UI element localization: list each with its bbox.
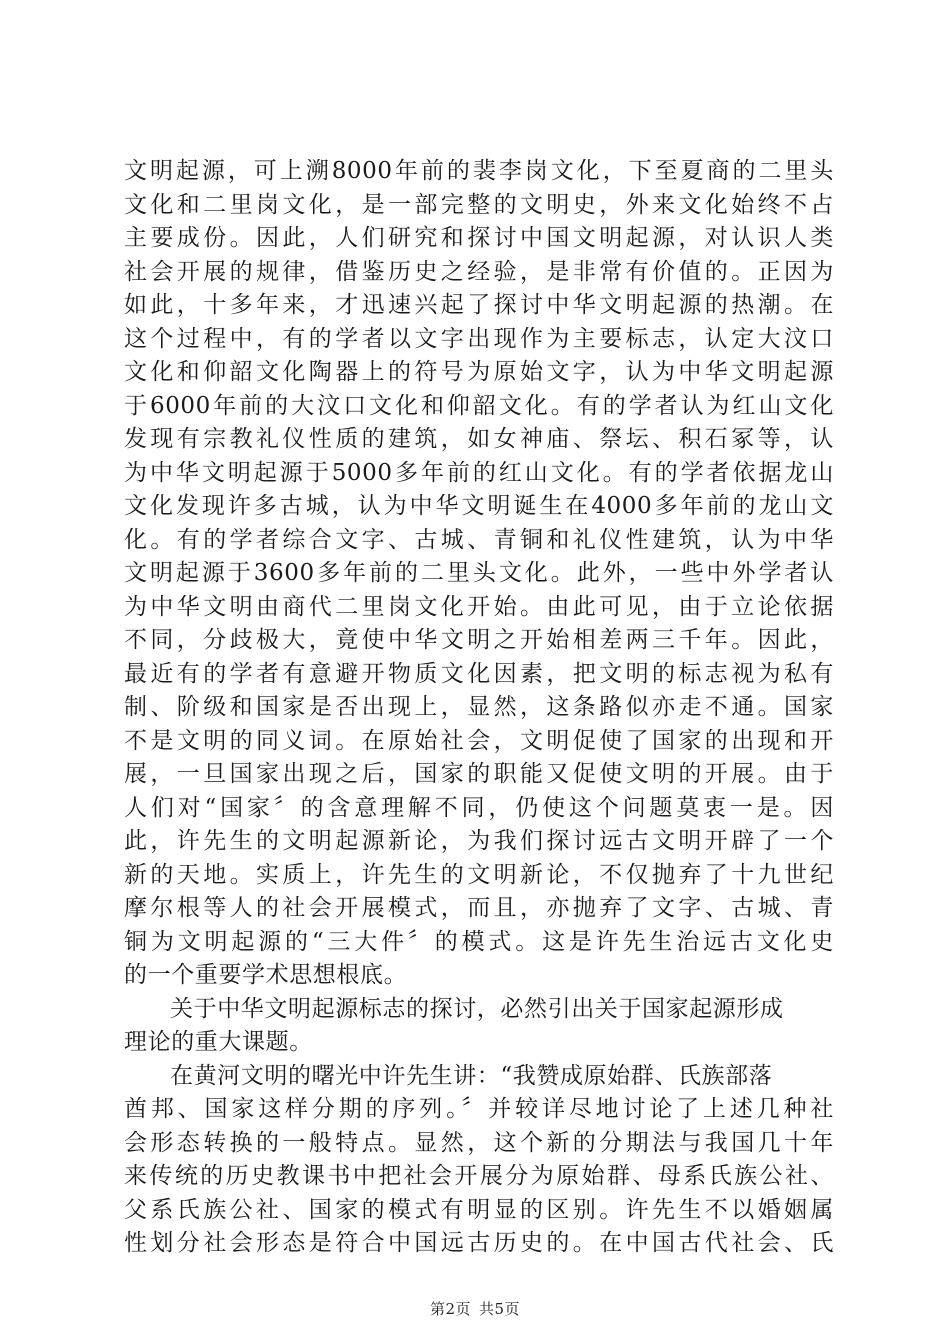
text-line: 文明起源于3600多年前的二里头文化。此外，一些中外学者认 — [124, 560, 834, 586]
text-line: 关于中华文明起源标志的探讨，必然引出关于国家起源形成 — [170, 995, 784, 1022]
text-line: 如此，十多年来，才迅速兴起了探讨中华文明起源的热潮。在 — [124, 292, 834, 318]
text-line: 新的天地。实质上，许先生的文明新论，不仅抛弃了十九世纪 — [124, 861, 834, 888]
text-line: 化。有的学者综合文字、古城、青铜和礼仪性建筑，认为中华 — [124, 526, 834, 553]
text-line: 社会开展的规律，借鉴历史之经验，是非常有价值的。正因为 — [124, 258, 834, 285]
text-line: 会形态转换的一般特点。显然，这个新的分期法与我国几十年 — [124, 1129, 834, 1156]
text-line: 性划分社会形态是符合中国远古历史的。在中国古代社会、氏 — [124, 1230, 834, 1256]
body-text — [124, 155, 834, 1261]
text-line: 展，一旦国家出现之后，国家的职能又促使文明的开展。由于 — [124, 761, 834, 787]
text-line: 不是文明的同义词。在原始社会，文明促使了国家的出现和开 — [124, 727, 834, 754]
text-line: 理论的重大课题。 — [124, 1029, 313, 1055]
text-line: 制、阶级和国家是否出现上，显然，这条路似亦走不通。国家 — [124, 694, 834, 720]
text-line: 文化发现许多古城，认为中华文明诞生在4000多年前的龙山文 — [124, 493, 834, 519]
text-line: 最近有的学者有意避开物质文化因素，把文明的标志视为私有 — [124, 660, 834, 687]
text-line: 父系氏族公社、国家的模式有明显的区别。许先生不以婚姻属 — [124, 1196, 834, 1223]
text-line: 为中华文明由商代二里岗文化开始。由此可见，由于立论依据 — [124, 593, 834, 620]
text-line: 的一个重要学术思想根底。 — [124, 962, 408, 988]
text-line: 为中华文明起源于5000多年前的红山文化。有的学者依据龙山 — [124, 459, 834, 486]
text-line: 来传统的历史教课书中把社会开展分为原始群、母系氏族公社、 — [124, 1163, 834, 1189]
text-line: 于6000年前的大汶口文化和仰韶文化。有的学者认为红山文化 — [124, 392, 834, 419]
text-line: 不同，分歧极大，竟使中华文明之开始相差两三千年。因此， — [124, 627, 834, 653]
text-line: 人们对“国家〞的含意理解不同，仍使这个问题莫衷一是。因 — [124, 794, 834, 821]
text-line: 摩尔根等人的社会开展模式，而且，亦抛弃了文字、古城、青 — [124, 895, 834, 921]
page-total: 共5页 — [479, 1300, 521, 1318]
text-line: 在黄河文明的曙光中许先生讲：“我赞成原始群、氏族部落 — [170, 1062, 773, 1089]
text-line: 文明起源，可上溯8000年前的裴李岗文化，下至夏商的二里头 — [124, 158, 834, 184]
text-line: 这个过程中，有的学者以文字出现作为主要标志，认定大汶口 — [124, 325, 834, 352]
text-line: 发现有宗教礼仪性质的建筑，如女神庙、祭坛、积石冢等，认 — [124, 426, 834, 452]
text-line: 此，许先生的文明起源新论，为我们探讨远古文明开辟了一个 — [124, 828, 834, 854]
text-line: 文化和二里岗文化，是一部完整的文明史，外来文化始终不占 — [124, 191, 834, 218]
text-line: 铜为文明起源的“三大件〞的模式。这是许先生治远古文化史 — [124, 928, 834, 955]
text-line: 文化和仰韶文化陶器上的符号为原始文字，认为中华文明起源 — [124, 359, 834, 385]
text-line: 酋邦、国家这样分期的序列。〞并较详尽地讨论了上述几种社 — [124, 1096, 834, 1122]
text-line: 主要成份。因此，人们研究和探讨中国文明起源，对认识人类 — [124, 225, 834, 251]
page-footer — [0, 1298, 950, 1319]
page-number: 第2页 — [429, 1300, 471, 1318]
